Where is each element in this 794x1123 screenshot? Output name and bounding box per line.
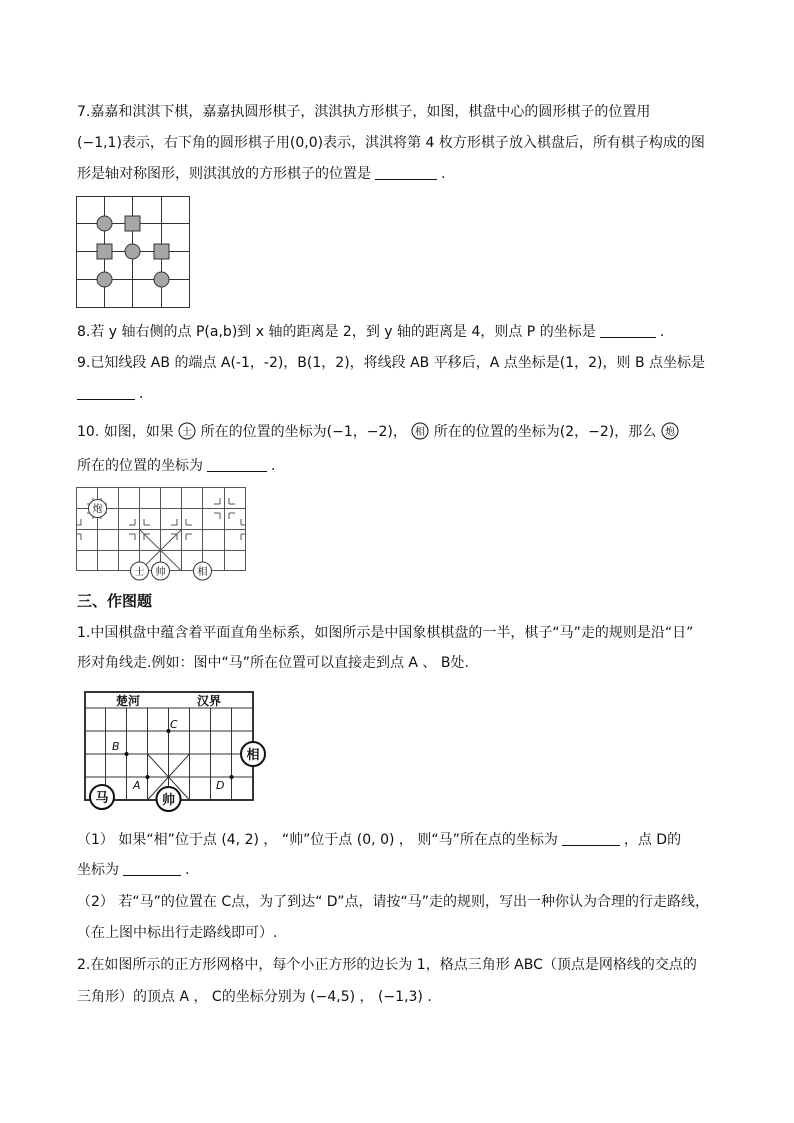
q7-go-board-figure: [76, 196, 190, 308]
p1-sub1-answer-blank-1[interactable]: [562, 831, 620, 846]
p1-chess-board-figure: [84, 691, 270, 811]
q10-xiang-label: 相: [197, 567, 208, 578]
p1-sub2-line-1: （2） 若“马”的位置在 C点，为了到达“ D”点，请按“马”走的规则，写出一种你认为合理的行走路线，: [77, 894, 709, 910]
q7-line-3: [77, 165, 445, 183]
q10-text-3: 所在的位置的坐标为(2，−2)，那么: [433, 424, 657, 440]
q10-inline-xiang-piece: [411, 422, 429, 440]
p1-shuai-label: 帅: [161, 793, 176, 808]
p1-line-1: 1.中国棋盘中蕴含着平面直角坐标系，如图所示是中国象棋棋盘的一半，棋子“马”走的规则是沿“日”: [77, 625, 694, 641]
q10-shuai-label: 帅: [155, 567, 166, 578]
p1-ma-label: 马: [95, 791, 109, 806]
q9-line-2: [77, 385, 143, 403]
q8-end: .: [659, 324, 665, 340]
p1-sub1-line-2: [77, 861, 189, 879]
p1-sub1-text-c: 坐标为: [77, 862, 119, 878]
q7-line-1: 7.嘉嘉和淇淇下棋，嘉嘉执圆形棋子，淇淇执方形棋子，如图，棋盘中心的圆形棋子的位置用: [77, 104, 651, 120]
q9-answer-blank[interactable]: [77, 385, 135, 400]
p1-line-2: 形对角线走.例如：图中“马”所在位置可以直接走到点 A 、 B处.: [77, 655, 469, 671]
q7-answer-blank[interactable]: [375, 165, 437, 180]
q10-answer-blank[interactable]: [207, 457, 267, 472]
p1-point-b-label: B: [112, 740, 120, 753]
q10-inline-xiang-label: 相: [415, 427, 426, 438]
q7-round-piece: [97, 272, 112, 287]
q9-line-1: 9.已知线段 AB 的端点 A(-1，-2)，B(1，2)，将线段 AB 平移后，A 点坐标是(1，2)，则 B 点坐标是: [77, 355, 706, 371]
p1-sub1-text-d: .: [185, 862, 190, 878]
p1-point-d-label: D: [216, 779, 225, 792]
q7-round-piece: [97, 216, 112, 231]
q10-inline-shi-piece: [178, 422, 196, 440]
p1-sub1-line-1: [77, 831, 681, 849]
q10-chess-board-figure: [76, 487, 246, 579]
q8-line: [77, 323, 664, 341]
q7-line-3-text: 形是轴对称图形，则淇淇放的方形棋子的位置是: [77, 166, 371, 182]
q7-round-piece-center: [125, 244, 140, 259]
q7-line-2: (−1,1)表示，右下角的圆形棋子用(0,0)表示，淇淇将第 4 枚方形棋子放入棋盘后，所有棋子构成的图: [77, 135, 705, 151]
section-heading: 三、作图题: [77, 592, 153, 610]
p1-river-right-label: 汉界: [196, 694, 222, 708]
p1-river-left-label: 楚河: [115, 694, 141, 708]
p1-point-a-label: A: [133, 779, 141, 792]
p1-sub1-answer-blank-2[interactable]: [123, 861, 181, 876]
q7-square-piece: [125, 216, 140, 231]
q8-answer-blank[interactable]: [600, 323, 656, 338]
q7-round-piece-bottom-right: [154, 272, 169, 287]
p1-point-d-dot: [230, 775, 234, 779]
p1-point-a-dot: [146, 775, 150, 779]
q10-text-1: 10. 如图，如果: [77, 424, 174, 440]
q7-line-3-end: .: [441, 166, 446, 182]
q7-square-piece: [154, 244, 169, 259]
q10-shi-label: 士: [134, 567, 145, 578]
p1-point-c-label: C: [170, 718, 178, 731]
p1-point-b-dot: [125, 752, 129, 756]
q10-inline-shi-label: 士: [182, 427, 193, 438]
q10-line-1: [77, 422, 679, 441]
q10-text-4: 所在的位置的坐标为: [77, 458, 203, 474]
p1-sub1-text-a: （1） 如果“相”位于点 (4, 2) ， “帅”位于点 (0, 0) ， 则“马”所在点的坐标为: [77, 832, 558, 848]
q9-end: .: [139, 386, 144, 402]
p1-xiang-label: 相: [246, 748, 260, 763]
p2-line-1: 2.在如图所示的正方形网格中，每个小正方形的边长为 1，格点三角形 ABC（顶点是网格线的交点的: [77, 957, 697, 973]
p1-sub2-line-2: （在上图中标出行走路线即可）.: [77, 925, 278, 941]
p1-sub1-text-b: ，点 D的: [623, 832, 682, 848]
q10-end: .: [271, 458, 276, 474]
q10-line-2: [77, 457, 275, 475]
q10-inline-pao-piece: [661, 422, 679, 440]
q10-text-2: 所在的位置的坐标为(−1，−2)，: [200, 424, 407, 440]
p2-line-2: 三角形）的顶点 A ， C的坐标分别为 (−4,5) ， (−1,3) .: [77, 989, 432, 1005]
q10-inline-pao-label: 炮: [664, 427, 675, 438]
q10-pao-label: 炮: [92, 504, 103, 515]
q8-text: 8.若 y 轴右侧的点 P(a,b)到 x 轴的距离是 2，到 y 轴的距离是 4，则点 P 的坐标是: [77, 324, 596, 340]
q7-square-piece: [97, 244, 112, 259]
